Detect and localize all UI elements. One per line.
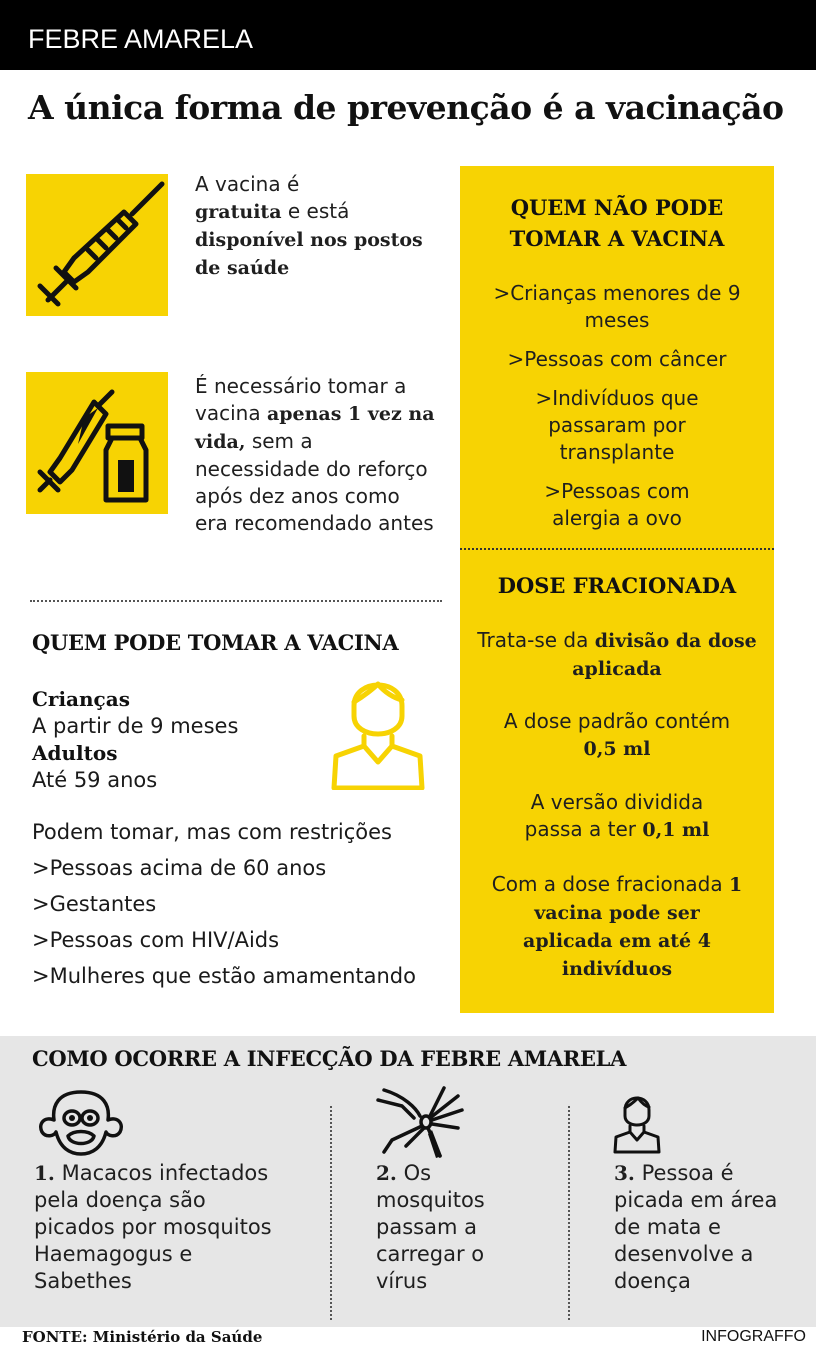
section-divider (30, 600, 442, 602)
source-credit: FONTE: Ministério da Saúde (22, 1328, 263, 1346)
infection-title: COMO OCORRE A INFECÇÃO DA FEBRE AMARELA (32, 1046, 627, 1071)
list-item: >Pessoas acima de 60 anos (32, 856, 327, 880)
panel-divider (460, 548, 774, 550)
adults-value: Até 59 anos (32, 768, 158, 792)
list-item: >Pessoas com alergia a ovo (544, 479, 690, 530)
fractional-p4: Com a dose fracionada 1 vacina pode ser aplicada em até 4 indivíduos (491, 872, 743, 980)
section-tag: FEBRE AMARELA (0, 0, 816, 70)
syringe-icon (26, 174, 168, 316)
restrictions-list (32, 820, 452, 1000)
infection-step-3: 3. Pessoa é picada em área de mata e desenvolve a doença (614, 1161, 778, 1293)
step-divider (568, 1106, 570, 1320)
who-cannot-title: QUEM NÃO PODE TOMAR A VACINA (509, 195, 725, 251)
brand-credit: INFOGRAFFO (701, 1328, 806, 1345)
monkey-icon (34, 1086, 128, 1158)
fractional-p1: Trata-se da divisão da dose aplicada (477, 628, 757, 680)
restrictions-intro: Podem tomar, mas com restrições (32, 820, 392, 844)
info-free-vaccine: A vacina é gratuita e está disponível nos postos de saúde (195, 172, 423, 279)
adults-label: Adultos (32, 741, 118, 765)
fractional-p2: A dose padrão contém 0,5 ml (503, 709, 731, 760)
infection-section (0, 1036, 816, 1327)
infection-step-1: 1. Macacos infectados pela doença são picados por mosquitos Haemagogus e Sabethes (34, 1161, 272, 1293)
list-item: >Gestantes (32, 892, 157, 916)
yellow-panel (460, 166, 774, 1013)
children-value: A partir de 9 meses (32, 714, 239, 738)
page-title: A única forma de prevenção é a vacinação (28, 88, 784, 127)
fractional-title: DOSE FRACIONADA (497, 573, 737, 598)
who-can-title: QUEM PODE TOMAR A VACINA (32, 630, 399, 655)
list-item: >Crianças menores de 9 meses (493, 281, 741, 332)
info-single-dose: É necessário tomar a vacina apenas 1 vez na vida, sem a necessidade do reforço após dez anos como era recomendado antes (195, 374, 435, 535)
step-divider (330, 1106, 332, 1320)
infection-step-2: 2. Os mosquitos passam a carregar o vírus (376, 1161, 485, 1293)
list-item: >Indivíduos que passaram por transplante (535, 386, 699, 464)
children-label: Crianças (32, 687, 130, 711)
fractional-p3: A versão dividida passa a ter 0,1 ml (524, 790, 710, 841)
who-can-list (32, 686, 332, 794)
list-item: >Pessoas com HIV/Aids (32, 928, 280, 952)
person-icon (328, 666, 428, 790)
mosquito-icon (374, 1084, 466, 1160)
syringe-vial-icon (26, 372, 168, 514)
person-small-icon (612, 1090, 662, 1154)
list-item: >Pessoas com câncer (507, 347, 727, 371)
list-item: >Mulheres que estão amamentando (32, 964, 416, 988)
